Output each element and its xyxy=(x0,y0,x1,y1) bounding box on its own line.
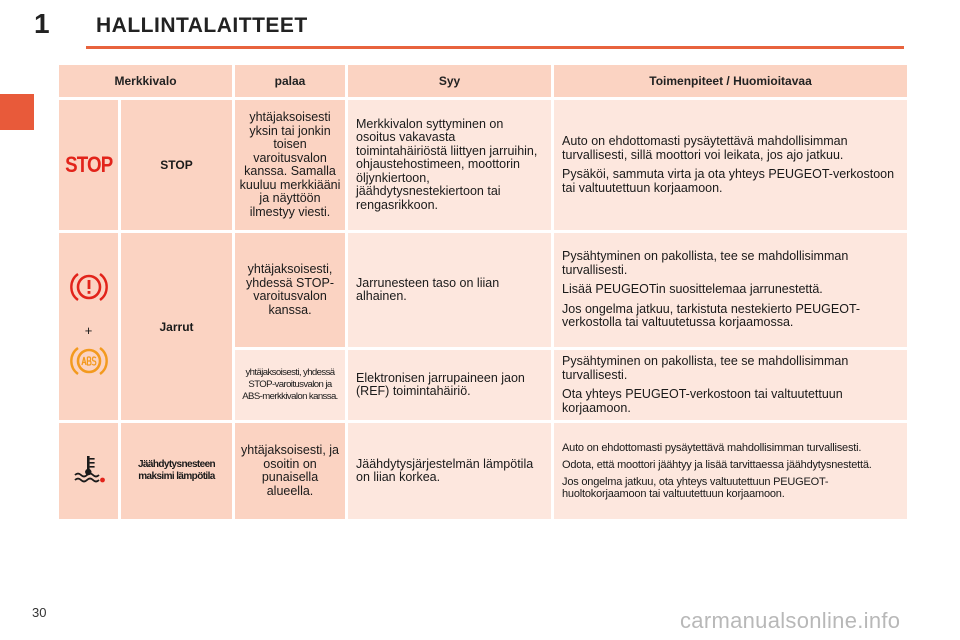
action-item: Jos ongelma jatkuu, ota yhteys valtuutettuun PEUGEOT-huoltokorjaamoon tai valtuutettuun korjaamoon. xyxy=(562,476,829,500)
coolant-icon-cell xyxy=(59,423,118,519)
light-name: STOP xyxy=(121,100,232,230)
actions-cell xyxy=(554,100,907,230)
stop-icon-cell xyxy=(59,100,118,230)
cause-text: Jarrunesteen taso on liian alhainen. xyxy=(348,233,551,347)
condition-text: yhtäjaksoisesti, ja osoitin on punaisella alueella. xyxy=(235,423,345,519)
abs-warning-icon xyxy=(69,365,109,382)
coolant-temperature-icon xyxy=(72,471,106,488)
brake-icons-cell xyxy=(59,233,118,420)
cause-text: Merkkivalon syttyminen on osoitus vakavasta toimintahäiriöstä liittyen jarruihin, ohjaustehostimeen, moottorin öljynkiertoon, jäähdytysnestekiertoon tai rengasrikkoon. xyxy=(348,100,551,230)
plus-sign: + xyxy=(84,323,93,338)
chapter-tab xyxy=(0,94,34,130)
action-item: Pysähtyminen on pakollista, tee se mahdollisimman turvallisesti. xyxy=(562,354,849,382)
action-item: Jos ongelma jatkuu, tarkistuta nestekierto PEUGEOT-verkostolla tai valtuutetussa korjaamossa. xyxy=(562,301,861,330)
title-divider xyxy=(86,46,904,49)
light-name: Jäähdytysnesteen maksimi lämpötila xyxy=(121,423,232,519)
stop-warning-icon: STOP xyxy=(64,152,113,177)
condition-text: yhtäjaksoisesti yksin tai jonkin toisen varoitusvalon kanssa. Samalla kuuluu merkkiääni ja näyttöön ilmestyy viesti. xyxy=(235,100,345,230)
actions-cell xyxy=(554,423,907,519)
cause-text: Elektronisen jarrupaineen jaon (REF) toimintahäiriö. xyxy=(348,350,551,420)
light-name: Jarrut xyxy=(121,233,232,420)
action-item: Ota yhteys PEUGEOT-verkostoon tai valtuutettuun korjaamoon. xyxy=(562,387,843,415)
table-row-stop xyxy=(59,100,907,230)
page-number: 30 xyxy=(32,605,47,620)
watermark: carmanualsonline.info xyxy=(680,608,901,633)
column-header-cause: Syy xyxy=(348,65,551,97)
table-header-row xyxy=(59,65,907,97)
cause-text: Jäähdytysjärjestelmän lämpötila on liian korkea. xyxy=(348,423,551,519)
action-item: Auto on ehdottomasti pysäytettävä mahdollisimman turvallisesti, sillä moottori voi leikata, jos ajo jatkuu. xyxy=(562,134,848,162)
actions-cell xyxy=(554,350,907,420)
actions-cell xyxy=(554,233,907,347)
action-item: Lisää PEUGEOTin suosittelemaa jarrunestettä. xyxy=(562,282,823,297)
action-item: Pysäköi, sammuta virta ja ota yhteys PEUGEOT-verkostoon tai valtuutettuun korjaamoon. xyxy=(562,167,895,195)
column-header-on: palaa xyxy=(235,65,345,97)
column-header-actions: Toimenpiteet / Huomioitavaa xyxy=(554,65,907,97)
brake-warning-icon xyxy=(69,291,109,308)
table-row-coolant xyxy=(59,423,907,519)
condition-text: yhtäjaksoisesti, yhdessä STOP-varoitusvalon ja ABS-merkkivalon kanssa. xyxy=(235,350,345,420)
action-item: Auto on ehdottomasti pysäytettävä mahdollisimman turvallisesti. xyxy=(562,442,862,454)
chapter-number: 1 xyxy=(34,8,50,39)
warning-lights-table xyxy=(56,62,910,522)
action-item: Pysähtyminen on pakollista, tee se mahdollisimman turvallisesti. xyxy=(562,249,849,277)
condition-text: yhtäjaksoisesti, yhdessä STOP-varoitusvalon kanssa. xyxy=(235,233,345,347)
column-header-light: Merkkivalo xyxy=(59,65,232,97)
action-item: Odota, että moottori jäähtyy ja lisää tarvittaessa jäähdytysnestettä. xyxy=(562,459,872,471)
table-row-brakes xyxy=(59,233,907,347)
page-title: HALLINTALAITTEET xyxy=(96,14,308,37)
